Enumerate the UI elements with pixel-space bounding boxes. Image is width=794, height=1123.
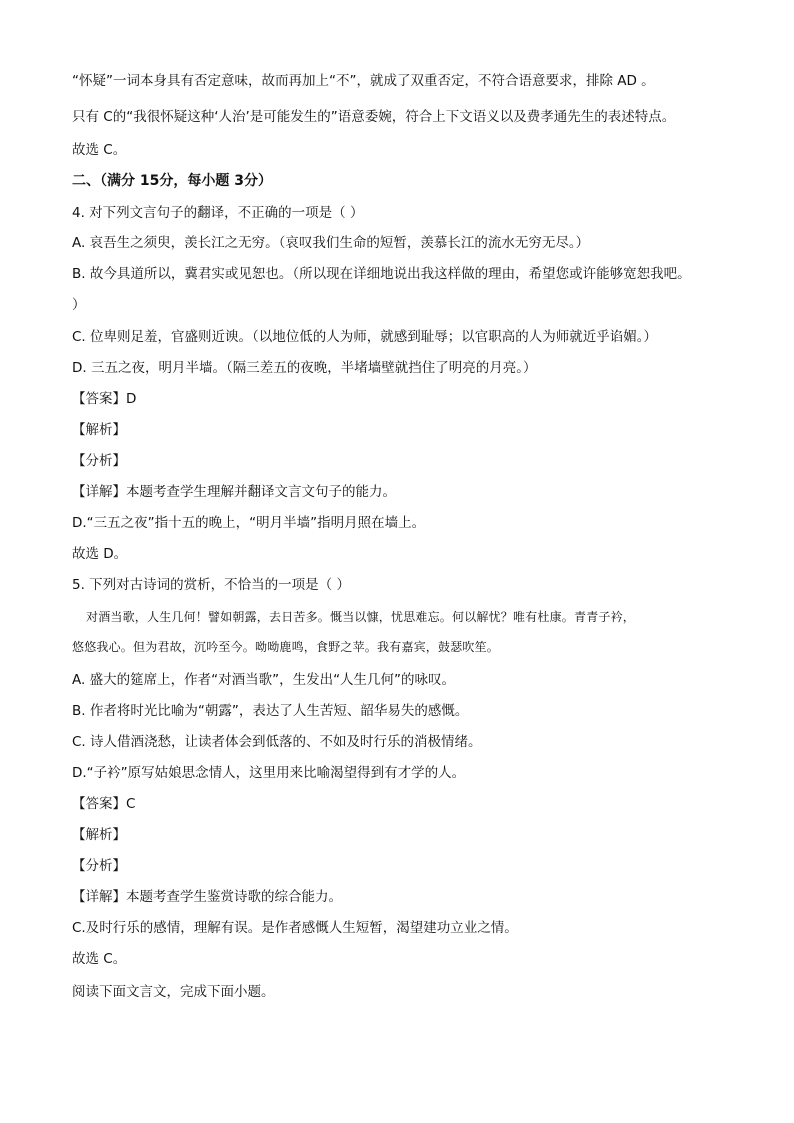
paragraph-line: “怀疑”一词本身具有否定意味，故而再加上“不”，就成了双重否定，不符合语意要求，排除 AD 。: [72, 73, 655, 89]
option-c: C. 位卑则足羞，官盛则近谀。（以地位低的人为师，就感到耻辱；以官职高的人为师就近乎谄媚。）: [72, 329, 658, 345]
option-d: D. 三五之夜，明月半墙。（隔三差五的夜晚，半堵墙壁就挡住了明亮的月亮。）: [72, 360, 537, 376]
question-stem: 5. 下列对古诗词的赏析，不恰当的一项是（ ）: [72, 577, 350, 593]
conclusion-text: 故选 C。: [72, 951, 127, 967]
option-b: B. 作者将时光比喻为“朝露”，表达了人生苦短、韶华易失的感慨。: [72, 703, 469, 719]
analysis-label: 【解析】: [72, 827, 126, 843]
option-d: D.“子衿”原写姑娘思念情人，这里用来比喻渴望得到有才学的人。: [72, 765, 466, 781]
answer-label: 【答案】C: [72, 796, 136, 812]
section-heading: 二、（满分 15分，每小题 3分）: [72, 173, 272, 189]
poem-line: 对酒当歌，人生几何！譬如朝露，去日苦多。慨当以慷，忧思难忘。何以解忧？唯有杜康。青青子衿，: [86, 610, 636, 624]
analysis-label: 【分析】: [72, 858, 126, 874]
paragraph-line: 只有 C的“我很怀疑这种‘人治’是可能发生的”语意委婉，符合上下文语义以及费孝通先生的表述特点。: [72, 109, 676, 125]
detail-explanation: 【详解】本题考查学生鉴赏诗歌的综合能力。: [72, 889, 342, 905]
explanation-text: D.“三五之夜”指十五的晚上，“明月半墙”指明月照在墙上。: [72, 515, 426, 531]
option-c: C. 诗人借酒浇愁，让读者体会到低落的、不如及时行乐的消极情绪。: [72, 734, 482, 750]
option-a: A. 盛大的筵席上，作者“对酒当歌”，生发出“人生几何”的咏叹。: [72, 672, 456, 688]
analysis-label: 【分析】: [72, 453, 126, 469]
option-b: B. 故今具道所以，冀君实或见恕也。（所以现在详细地说出我这样做的理由，希望您或许能够宽恕我吧。: [72, 266, 691, 282]
option-a: A. 哀吾生之须臾，羡长江之无穷。（哀叹我们生命的短暂，羡慕长江的流水无穷无尽。）: [72, 235, 590, 251]
paragraph-line: 故选 C。: [72, 142, 127, 158]
answer-label: 【答案】D: [72, 391, 137, 407]
conclusion-text: 故选 D。: [72, 546, 128, 562]
explanation-text: C.及时行乐的感情，理解有误。是作者感慨人生短暂，渴望建功立业之情。: [72, 920, 518, 936]
analysis-label: 【解析】: [72, 422, 126, 438]
question-stem: 4. 对下列文言句子的翻译，不正确的一项是（ ）: [72, 205, 364, 221]
poem-line: 悠悠我心。但为君故，沉吟至今。呦呦鹿鸣，食野之苹。我有嘉宾，鼓瑟吹笙。: [72, 640, 500, 654]
option-b-continuation: ）: [72, 297, 86, 313]
detail-explanation: 【详解】本题考查学生理解并翻译文言文句子的能力。: [72, 484, 396, 500]
closing-instruction: 阅读下面文言文，完成下面小题。: [72, 984, 275, 1000]
